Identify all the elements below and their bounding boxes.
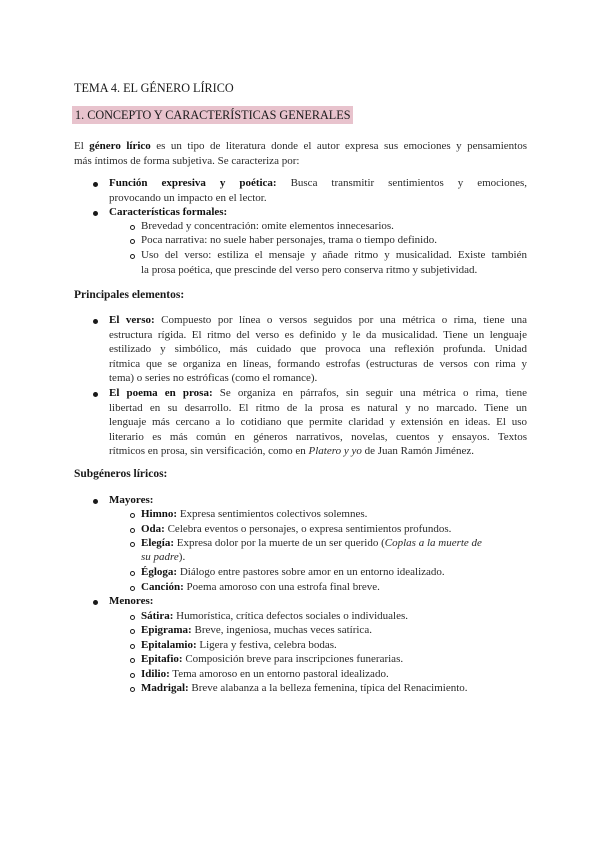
sub-bullet-icon <box>130 571 135 576</box>
sub-item-uso-del-verso: Uso del verso: estiliza el mensaje y añade ritmo y musicalidad. Existe también la prosa poética, que prescinde del verso pero conserva ritmo y subjetividad. <box>141 249 527 276</box>
sub-bullet-icon <box>130 687 135 692</box>
sub-item-poca-narrativa: Poca narrativa: no suele haber personajes, trama o tiempo definido. <box>141 234 437 246</box>
sub-bullet-icon <box>130 225 135 230</box>
sub-bullet-icon <box>130 629 135 634</box>
sub-bullet-icon <box>130 239 135 244</box>
intro-paragraph <box>74 139 527 168</box>
sub-item-egloga: Égloga: Diálogo entre pastores sobre amor en un entorno idealizado. <box>141 566 445 578</box>
intro-line-2: más íntimos de forma subjetiva. Se caracteriza por: <box>74 154 300 167</box>
sub-item-himno: Himno: Expresa sentimientos colectivos solemnes. <box>141 508 368 520</box>
bullet-menores: Menores: <box>109 595 154 607</box>
sub-item-oda: Oda: Celebra eventos o personajes, o expresa sentimientos profundos. <box>141 523 452 535</box>
sub-item-cancion: Canción: Poema amoroso con una estrofa final breve. <box>141 581 380 593</box>
sub-bullet-icon <box>130 513 135 518</box>
bullet-icon <box>93 319 98 324</box>
sub-bullet-icon <box>130 586 135 591</box>
section-heading-concepto: 1. CONCEPTO Y CARACTERÍSTICAS GENERALES <box>72 106 353 124</box>
sub-bullet-icon <box>130 658 135 663</box>
sub-item-epitalamio: Epitalamio: Ligera y festiva, celebra bodas. <box>141 639 337 651</box>
sub-bullet-icon <box>130 528 135 533</box>
sub-item-madrigal: Madrigal: Breve alabanza a la belleza femenina, típica del Renacimiento. <box>141 682 468 694</box>
bullet-funcion-expresiva: Función expresiva y poética: Busca transmitir sentimientos y emociones, provocando un impacto en el lector. <box>109 177 527 204</box>
sub-item-epitafio: Epitafio: Composición breve para inscripciones funerarias. <box>141 653 404 665</box>
bullet-poema-en-prosa: El poema en prosa: Se organiza en párrafos, sin seguir una métrica o rima, tiene libertad en su desarrollo. El ritmo de la prosa es natural y no marcado. Tiene un lenguaje más cercano a lo cotidiano que permite claridad y extensión en ideas. El uso literario es más común en géneros narrativos, novelas, cuentos y ensayos. Textos rítmicos en prosa, sin versificación, como en Platero y yo de Juan Ramón Jiménez. <box>109 387 527 458</box>
document-title: TEMA 4. EL GÉNERO LÍRICO <box>74 81 234 95</box>
sub-bullet-icon <box>130 644 135 649</box>
bullet-icon <box>93 600 98 605</box>
bullet-icon <box>93 392 98 397</box>
sub-bullet-icon <box>130 615 135 620</box>
bullet-icon <box>93 211 98 216</box>
section-heading-subgeneros: Subgéneros líricos: <box>74 468 168 480</box>
sub-item-epigrama: Epigrama: Breve, ingeniosa, muchas veces satírica. <box>141 624 372 636</box>
intro-line-1: El género lírico es un tipo de literatura donde el autor expresa sus emociones y pensamientos <box>74 140 528 152</box>
bullet-el-verso: El verso: Compuesto por línea o versos seguidos por una métrica o rima, tiene una estructura rígida. El ritmo del verso es definido y le da musicalidad. Tiene un lenguaje estilizado y simbólico, más cuidado que provoca una reflexión profunda. Unidad rítmica que se organiza en líneas, formando estrofas (estructuras de versos con rima y tema) o series no estróficas (como el romance). <box>109 314 527 385</box>
sub-bullet-icon <box>130 542 135 547</box>
sub-bullet-icon <box>130 673 135 678</box>
sub-item-satira: Sátira: Humorística, crítica defectos sociales o individuales. <box>141 610 408 622</box>
sub-item-brevedad: Brevedad y concentración: omite elementos innecesarios. <box>141 220 394 232</box>
bullet-mayores: Mayores: <box>109 494 154 506</box>
sub-item-elegia-continued: su padre). <box>141 551 186 563</box>
bullet-caracteristicas-formales: Características formales: <box>109 206 228 218</box>
section-heading-elementos: Principales elementos: <box>74 289 185 301</box>
bullet-icon <box>93 182 98 187</box>
sub-item-idilio: Idilio: Tema amoroso en un entorno pastoral idealizado. <box>141 668 389 680</box>
sub-item-elegia: Elegía: Expresa dolor por la muerte de un ser querido (Coplas a la muerte de <box>141 537 482 549</box>
sub-bullet-icon <box>130 254 135 259</box>
bullet-icon <box>93 499 98 504</box>
